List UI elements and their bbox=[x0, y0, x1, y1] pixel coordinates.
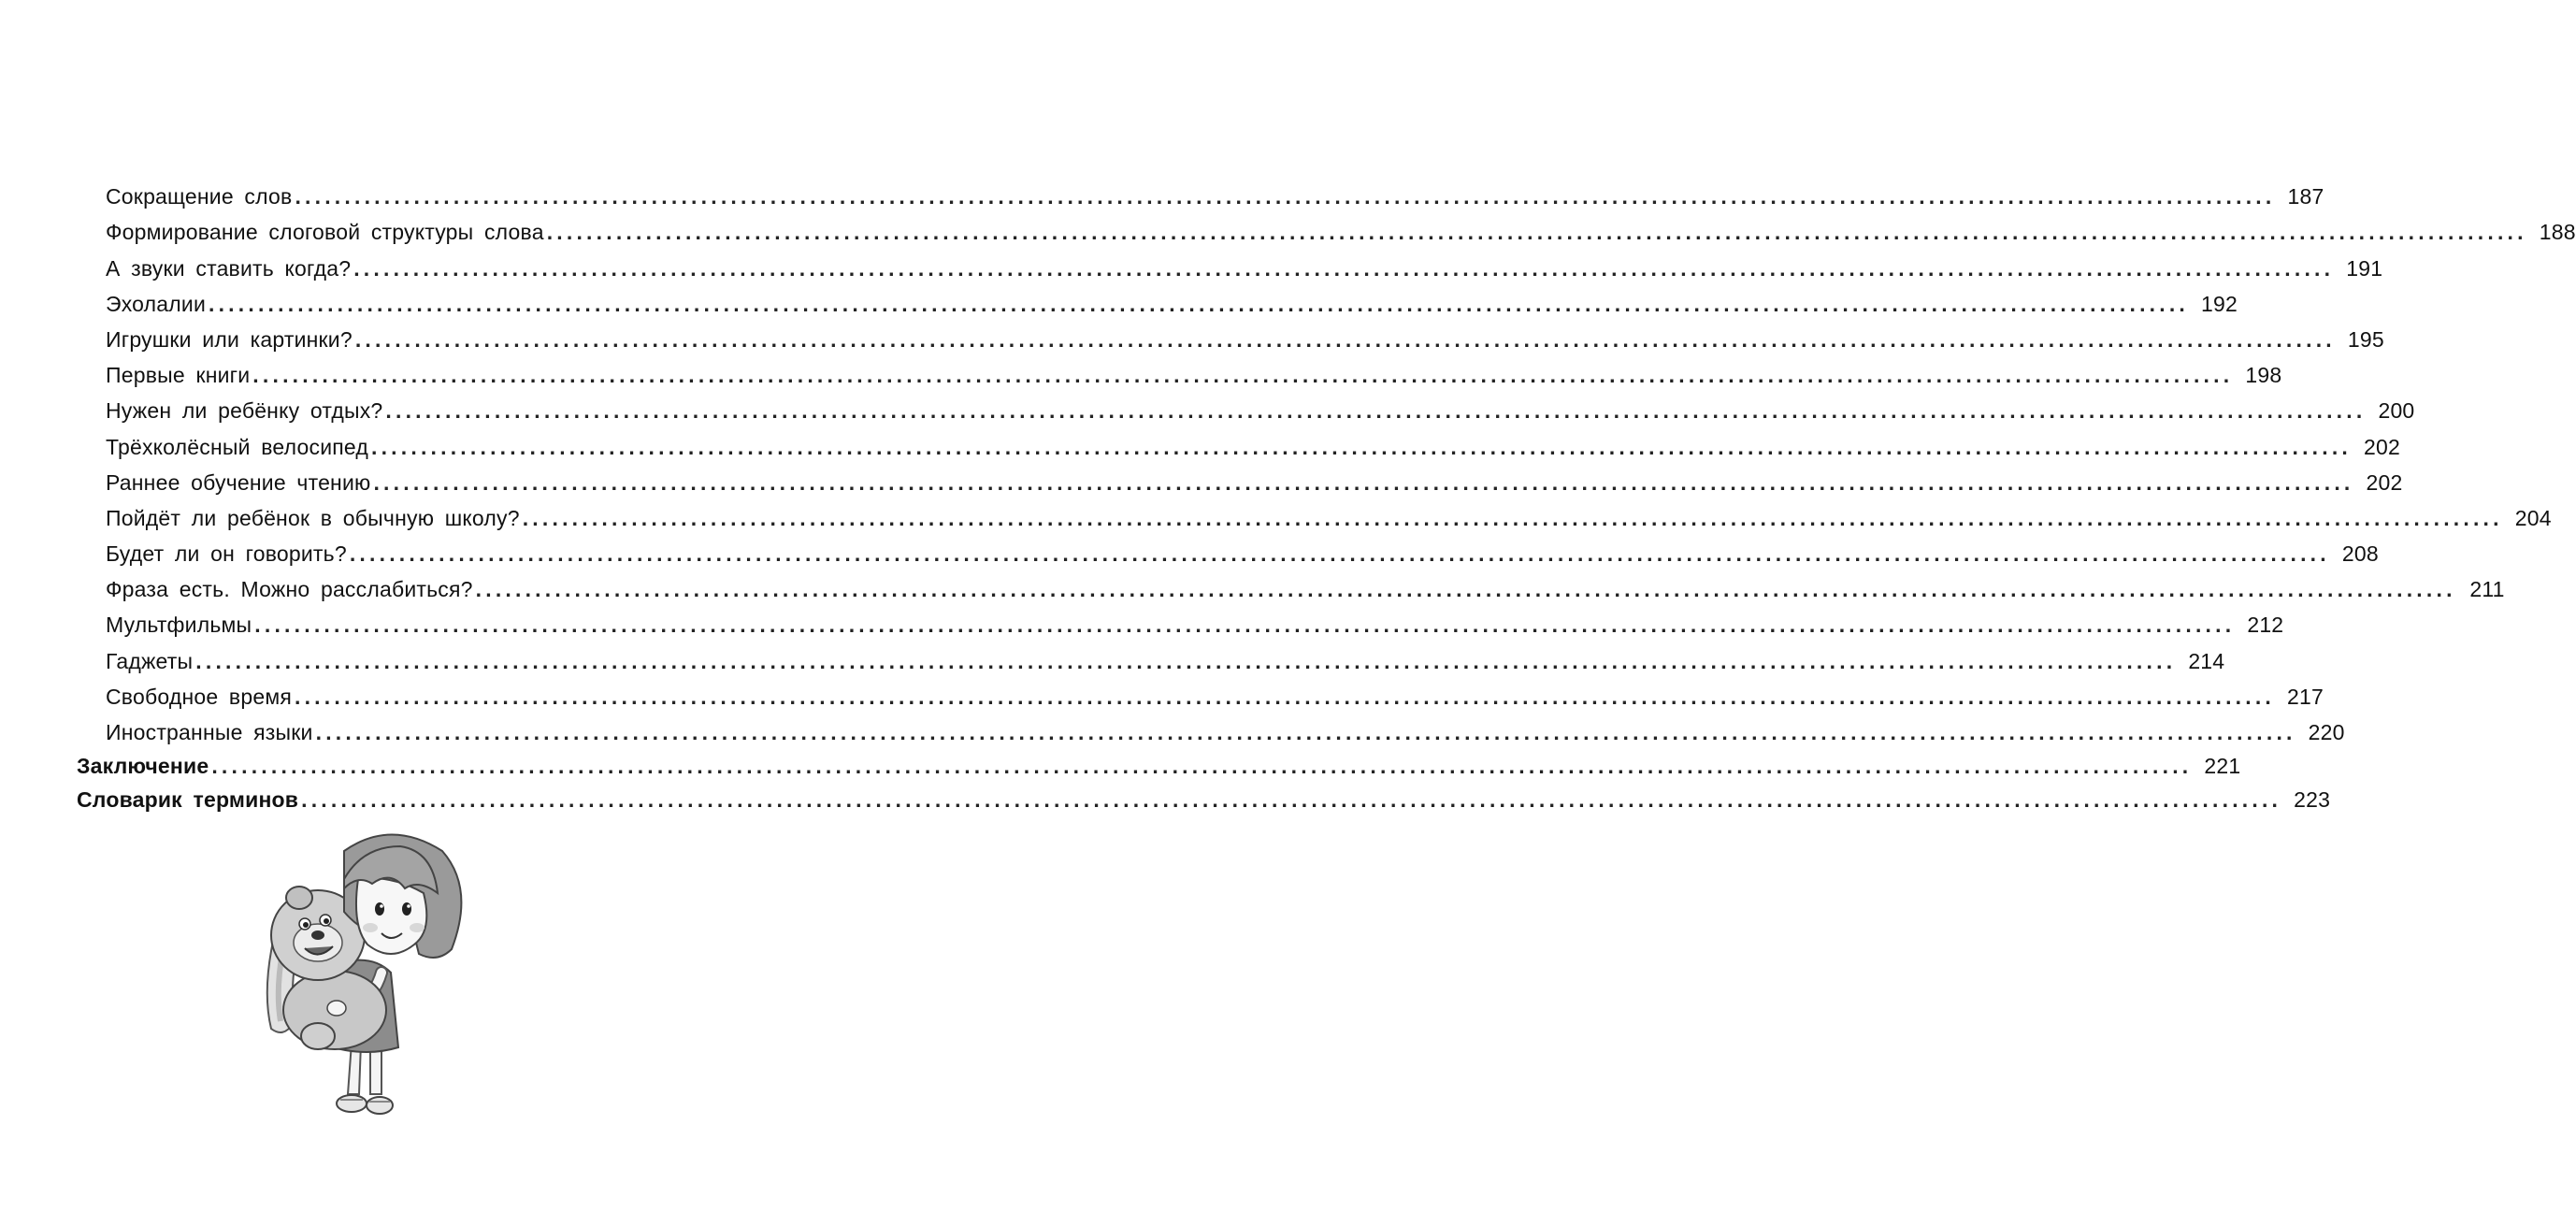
toc-entry bbox=[0, 531, 2379, 567]
toc-entry-page-number: 217 bbox=[2287, 684, 2324, 709]
toc-entry-title: Заключение bbox=[77, 754, 209, 778]
toc-entry-page-number: 187 bbox=[2287, 184, 2324, 209]
toc-entry bbox=[0, 174, 2324, 209]
toc-entry-title: Пойдёт ли ребёнок в обычную школу? bbox=[106, 505, 520, 530]
toc-entry bbox=[0, 638, 2225, 673]
toc-entry-page-number: 188 bbox=[2539, 220, 2576, 245]
dot-leader: ........................................................................................................................................................................................................ bbox=[252, 363, 2234, 388]
toc-entry-page-number: 202 bbox=[2366, 469, 2403, 495]
toc-entry-page-number: 220 bbox=[2308, 720, 2345, 744]
dot-leader: ........................................................................................................................................................................................................ bbox=[295, 184, 2276, 209]
toc-entry-page-number: 204 bbox=[2514, 505, 2552, 530]
toc-entry-title: Раннее обучение чтению bbox=[106, 469, 371, 495]
toc-entry bbox=[0, 209, 2576, 245]
toc-entry-title: Свободное время bbox=[106, 684, 292, 709]
toc-entry-title: Игрушки или картинки? bbox=[106, 326, 353, 352]
toc-entry bbox=[0, 317, 2384, 353]
toc-entry-page-number: 221 bbox=[2204, 754, 2241, 778]
toc-entry-page-number: 202 bbox=[2364, 434, 2401, 459]
toc-entry bbox=[0, 424, 2401, 459]
toc-entry-page-number: 211 bbox=[2469, 577, 2505, 602]
toc-entry-page-number: 214 bbox=[2188, 648, 2225, 673]
toc-entry bbox=[0, 281, 2238, 317]
toc-entry bbox=[0, 602, 2284, 638]
dot-leader: ........................................................................................................................................................................................................ bbox=[195, 648, 2177, 673]
toc-entry-page-number: 208 bbox=[2341, 541, 2379, 567]
toc-entry bbox=[0, 460, 2403, 496]
dot-leader: ........................................................................................................................................................................................................ bbox=[211, 754, 2193, 778]
toc-entry bbox=[0, 353, 2282, 388]
toc-entry-page-number: 223 bbox=[2294, 787, 2331, 812]
toc-entry-title: Сокращение слов bbox=[106, 184, 293, 209]
toc-entry bbox=[0, 674, 2324, 710]
toc-entry-page-number: 195 bbox=[2347, 326, 2384, 352]
dot-leader: ........................................................................................................................................................................................................ bbox=[353, 255, 2335, 281]
toc-entry-title: А звуки ставить когда? bbox=[106, 255, 352, 281]
toc-entry bbox=[0, 245, 2383, 281]
dot-leader: ........................................................................................................................................................................................................ bbox=[301, 787, 2282, 812]
dot-leader: ........................................................................................................................................................................................................ bbox=[254, 613, 2236, 638]
dot-leader: ........................................................................................................................................................................................................ bbox=[475, 577, 2456, 602]
dot-leader: ........................................................................................................................................................................................................ bbox=[209, 291, 2190, 316]
dot-leader: ........................................................................................................................................................................................................ bbox=[295, 684, 2276, 709]
dot-leader: ........................................................................................................................................................................................................ bbox=[385, 398, 2367, 424]
toc-entry bbox=[0, 779, 2331, 813]
toc-entry-title: Мультфильмы bbox=[106, 613, 252, 638]
toc-entry-title: Гаджеты bbox=[106, 648, 194, 673]
dot-leader: ........................................................................................................................................................................................................ bbox=[371, 434, 2353, 459]
toc-entry-title: Эхолалии bbox=[106, 291, 206, 316]
toc-entry-page-number: 212 bbox=[2247, 613, 2284, 638]
dot-leader: ........................................................................................................................................................................................................ bbox=[522, 505, 2503, 530]
toc-entry bbox=[0, 388, 2415, 424]
toc-entry-title: Фраза есть. Можно расслабиться? bbox=[106, 577, 473, 602]
toc-entry-title: Словарик терминов bbox=[77, 787, 299, 812]
toc-entry-title: Трёхколёсный велосипед bbox=[106, 434, 368, 459]
toc-entry-title: Формирование слоговой структуры слова bbox=[106, 220, 544, 245]
girl-with-teddy-bear-illustration bbox=[251, 823, 475, 1122]
toc-entry-title: Нужен ли ребёнку отдых? bbox=[106, 398, 383, 424]
toc-entry-page-number: 198 bbox=[2245, 363, 2282, 388]
toc-entry-title: Иностранные языки bbox=[106, 720, 313, 744]
toc-entry-title: Первые книги bbox=[106, 363, 251, 388]
toc-entry-page-number: 192 bbox=[2201, 291, 2238, 316]
toc-entry bbox=[0, 567, 2505, 602]
toc-entry-page-number: 200 bbox=[2378, 398, 2415, 424]
girl-hugging-teddy-bear-icon bbox=[251, 823, 475, 1122]
toc-entry bbox=[0, 710, 2345, 745]
dot-leader: ........................................................................................................................................................................................................ bbox=[349, 541, 2330, 567]
dot-leader: ........................................................................................................................................................................................................ bbox=[546, 220, 2527, 245]
dot-leader: ........................................................................................................................................................................................................ bbox=[373, 469, 2354, 495]
dot-leader: ........................................................................................................................................................................................................ bbox=[354, 326, 2336, 352]
toc-entry bbox=[0, 745, 2241, 779]
toc-entry bbox=[0, 496, 2552, 531]
toc-entry-title: Будет ли он говорить? bbox=[106, 541, 347, 567]
toc-entry-page-number: 191 bbox=[2346, 255, 2383, 281]
table-of-contents bbox=[0, 174, 2576, 813]
dot-leader: ........................................................................................................................................................................................................ bbox=[315, 720, 2296, 744]
